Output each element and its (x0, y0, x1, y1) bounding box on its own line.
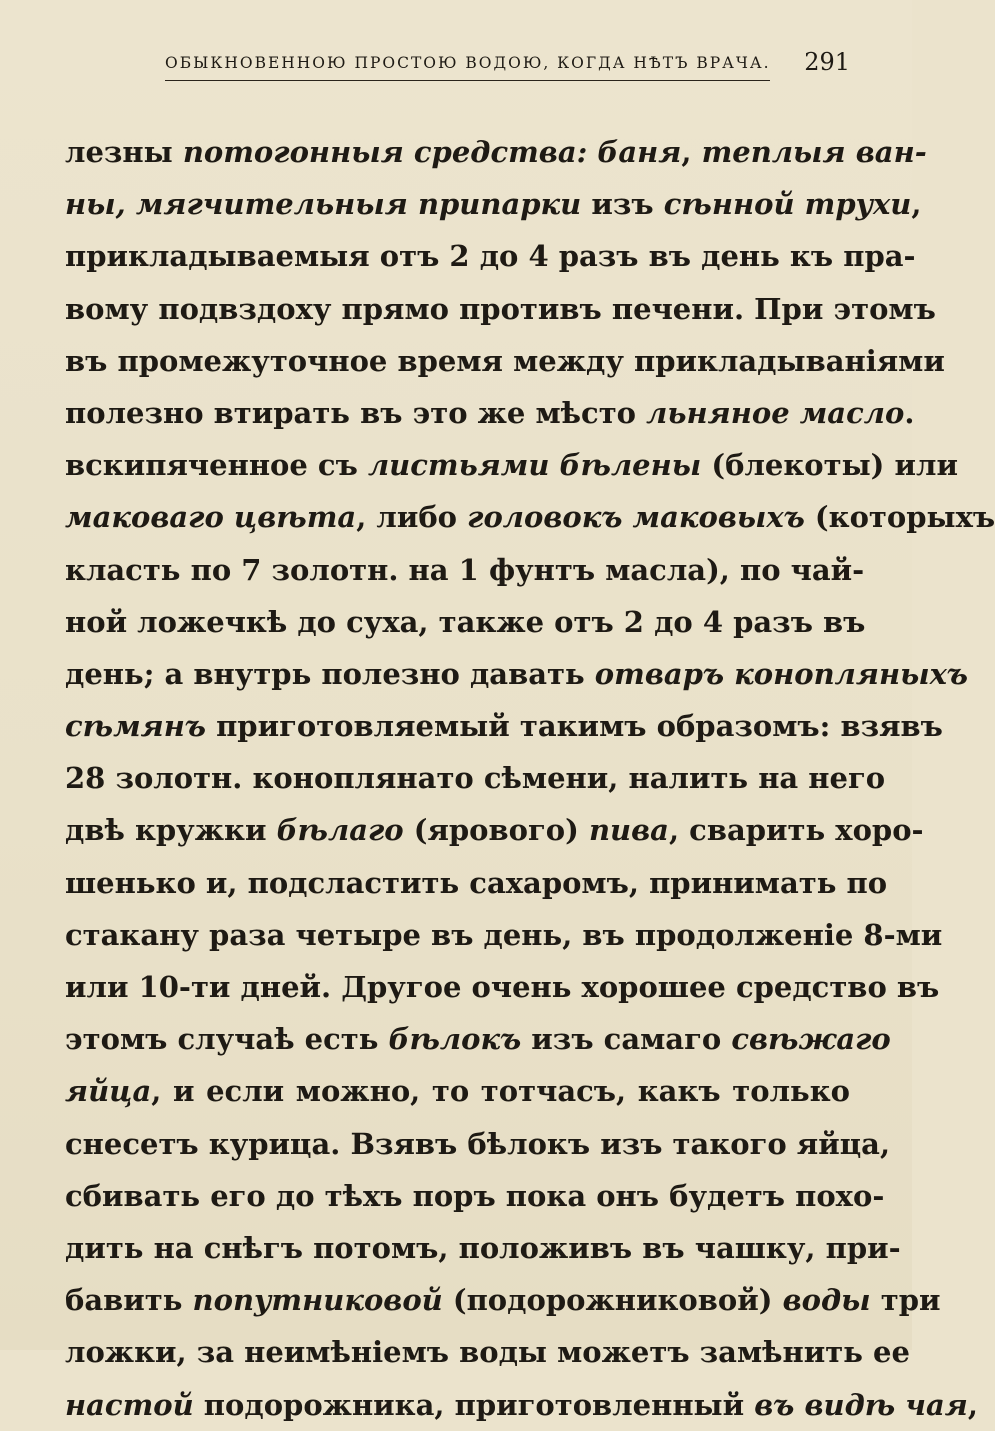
text-line (65, 1326, 910, 1378)
text-line (65, 648, 968, 700)
italic-run: головокъ маковыхъ (467, 500, 805, 535)
italic-run: сѣнной трухи (663, 187, 912, 222)
text-line (65, 491, 995, 543)
text-run: приготовляемый такимъ образомъ: взявъ (205, 709, 943, 744)
text-line (65, 909, 943, 961)
text-line (65, 1274, 941, 1326)
page-header (165, 48, 850, 82)
text-run: сбивать его до тѣхъ поръ пока онъ будетъ похо- (65, 1178, 885, 1213)
italic-run: настой (65, 1387, 194, 1422)
text-line (65, 700, 943, 752)
italic-run: листьями бѣлены (367, 448, 702, 483)
italic-run: льняное масло (646, 395, 905, 430)
italic-run: сѣмянъ (65, 709, 206, 744)
text-line (65, 387, 915, 439)
text-run: подорожника, приготовленный (193, 1387, 755, 1422)
text-run: ной ложечкѣ до суха, также отъ 2 до 4 разъ въ (65, 604, 866, 639)
italic-run: яйца (65, 1074, 152, 1109)
text-run: , сварить хоро- (668, 813, 924, 848)
text-line (65, 1222, 901, 1274)
text-run: , (967, 1387, 978, 1422)
text-line (65, 961, 940, 1013)
text-line (65, 178, 922, 230)
text-line (65, 1170, 885, 1222)
text-run: двѣ кружки (65, 813, 277, 848)
text-run: , (911, 187, 922, 222)
text-line (65, 752, 886, 804)
text-run: , и если можно, то тотчасъ, какъ только (151, 1074, 850, 1109)
text-run: три (870, 1283, 941, 1318)
text-run: снесетъ курица. Взявъ бѣлокъ изъ такого яйца, (65, 1126, 891, 1161)
italic-run: потогонныя средства: баня (182, 135, 682, 169)
text-line (65, 126, 927, 178)
text-run: вому подвздоху прямо противъ печени. При этомъ (65, 291, 936, 326)
italic-run: бѣлаго (276, 813, 404, 848)
text-run: класть по 7 золотн. на 1 фунтъ масла), по чай- (65, 552, 865, 587)
text-run: , либо (356, 500, 468, 535)
text-run: этомъ случаѣ есть (65, 1022, 389, 1057)
text-run: изъ (581, 187, 664, 222)
text-run: . (904, 395, 915, 430)
header-rule (165, 80, 770, 81)
italic-run: отваръ конопляныхъ (594, 656, 968, 691)
text-run: , (681, 135, 702, 169)
italic-run: бѣлокъ (388, 1022, 522, 1057)
running-head: ОБЫКНОВЕННОЮ ПРОСТОЮ ВОДОЮ, КОГДА НѢТЪ ВРАЧА. (165, 54, 771, 72)
italic-run: теплыя ван- (701, 135, 927, 169)
text-run: день; а внутрь полезно давать (65, 656, 595, 691)
text-line (65, 1118, 891, 1170)
italic-run: маковаго цвѣта (65, 500, 357, 535)
italic-run: попутниковой (192, 1283, 443, 1318)
text-run: прикладываемыя отъ 2 до 4 разъ въ день къ пра- (65, 239, 916, 274)
text-line (65, 335, 945, 387)
text-run: стакану раза четыре въ день, въ продолженіе 8-ми (65, 917, 943, 952)
text-run: лезны (65, 135, 183, 169)
text-line (65, 439, 958, 491)
text-run: (блекоты) или (701, 448, 958, 483)
text-run: полезно втирать въ это же мѣсто (65, 395, 647, 430)
text-line (65, 544, 865, 596)
text-run: ложки, за неимѣніемъ воды можетъ замѣнить ее (65, 1335, 910, 1370)
text-run: (которыхъ (804, 500, 995, 535)
text-line (65, 1379, 978, 1431)
text-run: бавить (65, 1283, 193, 1318)
text-line (65, 857, 888, 909)
italic-run: свѣжаго (731, 1022, 891, 1057)
body-text (65, 126, 995, 1431)
text-run: шенько и, подсластить сахаромъ, принимать по (65, 865, 888, 900)
text-run: вскипяченное съ (65, 448, 368, 483)
italic-run: въ видѣ чая (754, 1387, 968, 1422)
text-run: (подорожниковой) (442, 1283, 783, 1318)
text-run: дить на снѣгъ потомъ, положивъ въ чашку, при- (65, 1230, 901, 1265)
text-line (65, 1065, 850, 1117)
italic-run: ны, мягчительныя припарки (65, 187, 582, 222)
text-line (65, 283, 936, 335)
text-run: (ярового) (403, 813, 589, 848)
text-line (65, 230, 916, 282)
text-line (65, 1013, 891, 1065)
italic-run: воды (782, 1283, 871, 1318)
italic-run: пива (588, 813, 669, 848)
text-run: 28 золотн. коноплянато сѣмени, налить на него (65, 761, 886, 796)
text-line (65, 596, 866, 648)
text-run: или 10-ти дней. Другое очень хорошее средство въ (65, 970, 940, 1004)
page-number: 291 (804, 48, 850, 76)
text-run: въ промежуточное время между прикладываніями (65, 343, 945, 378)
text-run: изъ самаго (521, 1022, 732, 1057)
text-line (65, 804, 924, 856)
